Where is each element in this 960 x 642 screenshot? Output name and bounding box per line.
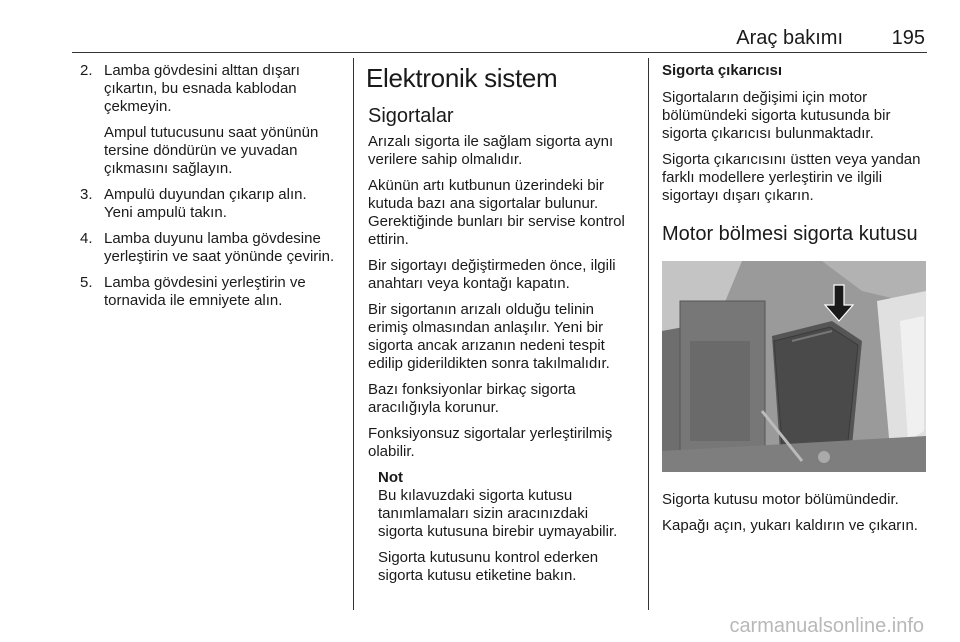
column-electrical — [368, 62, 634, 593]
step-text: Ampul tutucusunu saat yönünün tersine döndürün ve yuvadan çıkmasını sağlayın. — [104, 124, 319, 177]
list-item — [80, 186, 336, 222]
subsection-title: Sigortalar — [368, 105, 454, 127]
section-title: Elektronik sistem — [366, 63, 558, 93]
step-number: 5. — [80, 274, 93, 291]
column-divider — [648, 58, 649, 610]
paragraph: Sigortaların değişimi için motor bölümündeki sigorta kutusunda bir sigorta çıkarıcısı bulunmaktadır. — [662, 89, 891, 142]
step-number: 4. — [80, 230, 93, 247]
chapter-title: Araç bakımı — [736, 27, 843, 49]
note-label: Not — [378, 469, 403, 486]
steps-list — [80, 62, 336, 310]
paragraph: Bir sigortayı değiştirmeden önce, ilgili anahtarı veya kontağı kapatın. — [368, 257, 616, 292]
step-text: Ampulü duyundan çıkarıp alın. Yeni ampulü takın. — [104, 186, 307, 221]
fuse-box-photo — [662, 261, 926, 472]
step-text: Lamba duyunu lamba gövdesine yerleştirin ve saat yönünde çevirin. — [104, 230, 335, 265]
paragraph: Akünün artı kutbunun üzerindeki bir kutuda bazı ana sigortalar bulunur. Gerektiğinde bunları bir servise kontrol ettirin. — [368, 177, 625, 248]
list-item — [80, 62, 336, 178]
step-text: Lamba gövdesini yerleştirin ve tornavida ile emniyete alın. — [104, 274, 306, 309]
step-number: 3. — [80, 186, 93, 203]
engine-fusebox-title: Motor bölmesi sigorta kutusu — [662, 223, 918, 245]
page-number: 195 — [891, 27, 925, 49]
step-number: 2. — [80, 62, 93, 79]
header-rule — [72, 52, 927, 53]
list-item — [80, 230, 336, 266]
photo-caption: Sigorta kutusu motor bölümündedir. — [662, 491, 899, 508]
step-text: Lamba gövdesini alttan dışarı çıkartın, bu esnada kablodan çekmeyin. — [104, 62, 300, 115]
note-text: Bu kılavuzdaki sigorta kutusu tanımlamaları sizin aracınızdaki sigorta kutusuna birebir uymayabilir. — [378, 487, 618, 540]
paragraph: Sigorta çıkarıcısını üstten veya yandan farklı modellere yerleştirin ve ilgili sigortayı dışarı çıkarın. — [662, 151, 921, 204]
paragraph: Bir sigortanın arızalı olduğu telinin erimiş olmasından anlaşılır. Yeni bir sigorta ancak arızanın nedeni tespit edilip giderildikten sonra takılmalıdır. — [368, 301, 610, 372]
page-header — [72, 27, 927, 51]
fuse-puller-title: Sigorta çıkarıcısı — [662, 62, 783, 79]
paragraph: Bazı fonksiyonlar birkaç sigorta aracılığıyla korunur. — [368, 381, 576, 416]
watermark-text: carmanualsonline.info — [729, 615, 924, 637]
list-item — [80, 274, 336, 310]
column-divider — [353, 58, 354, 610]
paragraph: Kapağı açın, yukarı kaldırın ve çıkarın. — [662, 517, 918, 534]
column-fuses — [662, 62, 930, 543]
column-steps — [80, 62, 336, 318]
note-text: Sigorta kutusunu kontrol ederken sigorta kutusu etiketine bakın. — [378, 549, 599, 584]
paragraph: Fonksiyonsuz sigortalar yerleştirilmiş olabilir. — [368, 425, 613, 460]
note-box — [378, 469, 634, 585]
paragraph: Arızalı sigorta ile sağlam sigorta aynı verilere sahip olmalıdır. — [368, 133, 614, 168]
